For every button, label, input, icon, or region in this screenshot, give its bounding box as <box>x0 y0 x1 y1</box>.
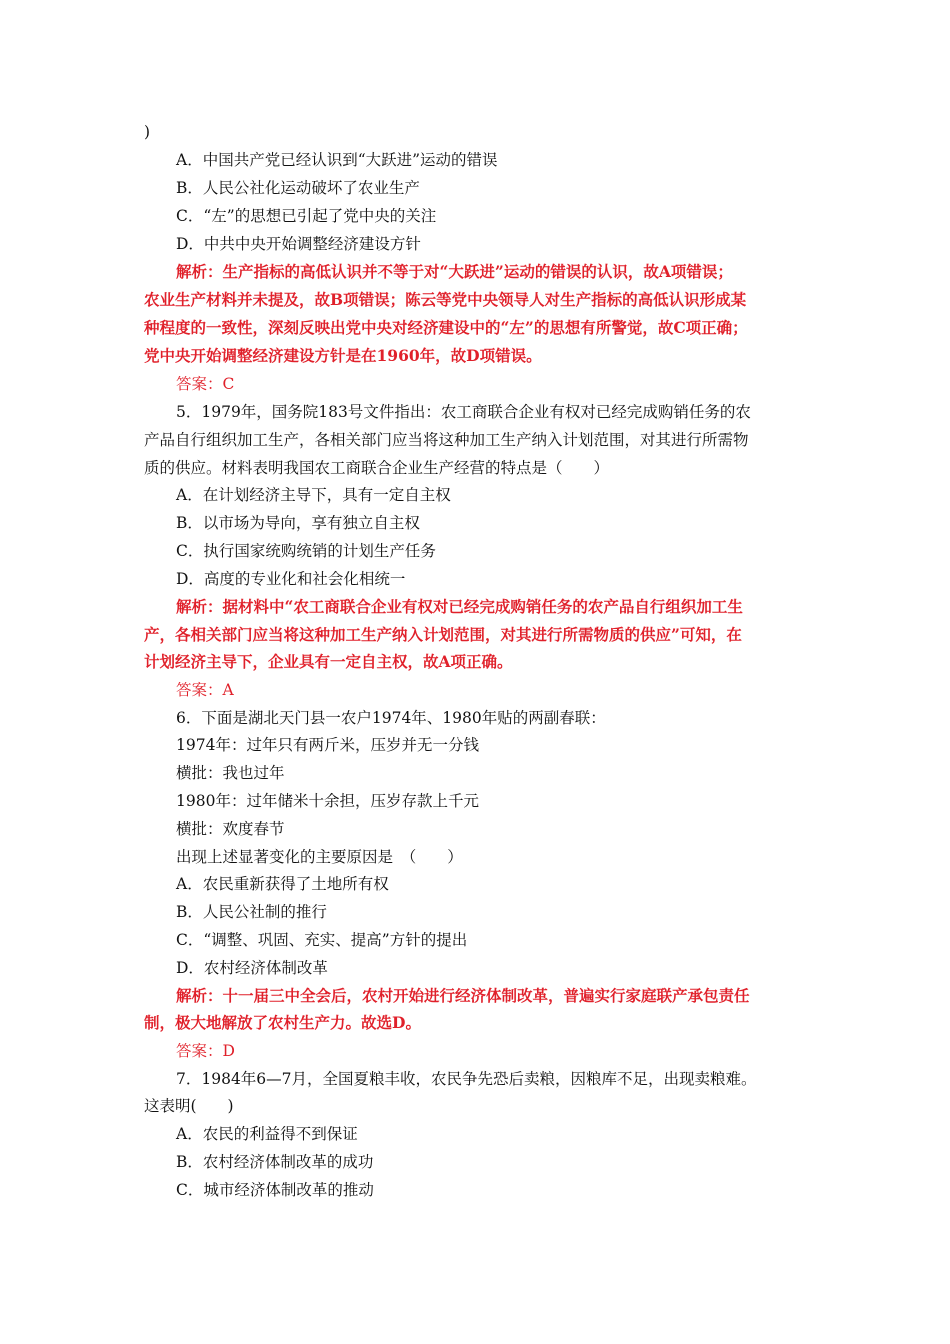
q4-answer: 答案：C <box>176 375 235 393</box>
q5-option-b: B．以市场为导向，享有独立自主权 <box>176 514 420 532</box>
q4-stem-tail: ) <box>144 123 151 141</box>
q5-answer: 答案：A <box>176 681 234 699</box>
q7-stem-line: 这表明( ) <box>144 1097 234 1115</box>
q6-option-d: D．农村经济体制改革 <box>176 959 328 977</box>
q7-option-a: A．农民的利益得不到保证 <box>176 1125 358 1143</box>
q5-stem-line: 产品自行组织加工生产，各相关部门应当将这种加工生产纳入计划范围，对其进行所需物 <box>144 431 749 449</box>
q7-option-c: C．城市经济体制改革的推动 <box>176 1181 374 1199</box>
q4-option-c: C．“左”的思想已引起了党中央的关注 <box>176 207 437 225</box>
q4-analysis-line: 党中央开始调整经济建设方针是在1960年，故D项错误。 <box>144 346 542 365</box>
q7-option-b: B．农村经济体制改革的成功 <box>176 1153 374 1171</box>
q4-analysis-line: 种程度的一致性，深刻反映出党中央对经济建设中的“左”的思想有所警觉，故C项正确； <box>144 318 748 337</box>
q4-analysis-line: 解析：生产指标的高低认识并不等于对“大跃进”运动的错误的认识，故A项错误； <box>176 262 733 281</box>
q6-option-b: B．人民公社制的推行 <box>176 903 327 921</box>
q4-analysis-line: 农业生产材料并未提及，故B项错误；陈云等党中央领导人对生产指标的高低认识形成某 <box>144 290 747 309</box>
q6-analysis-line: 制，极大地解放了农村生产力。故选D。 <box>144 1013 421 1032</box>
q5-option-c: C．执行国家统购统销的计划生产任务 <box>176 542 436 560</box>
q6-couplet-1980: 1980年：过年储米十余担，压岁存款上千元 <box>176 792 479 810</box>
q5-option-d: D．高度的专业化和社会化相统一 <box>176 570 406 588</box>
q6-banner-1974: 横批：我也过年 <box>176 764 285 782</box>
q6-analysis-line: 解析：十一届三中全会后，农村开始进行经济体制改革，普遍实行家庭联产承包责任 <box>176 986 750 1005</box>
q6-couplet-1974: 1974年：过年只有两斤米，压岁并无一分钱 <box>176 736 479 754</box>
q6-banner-1980: 横批：欢度春节 <box>176 820 285 838</box>
q4-option-d: D．中共中央开始调整经济建设方针 <box>176 235 421 253</box>
q6-answer: 答案：D <box>176 1042 235 1060</box>
q5-analysis-line: 计划经济主导下，企业具有一定自主权，故A项正确。 <box>144 652 513 671</box>
q6-option-c: C．“调整、巩固、充实、提高”方针的提出 <box>176 931 468 949</box>
q6-stem-line: 6．下面是湖北天门县一农户1974年、1980年贴的两副春联： <box>176 709 606 727</box>
q5-analysis-line: 解析：据材料中“农工商联合企业有权对已经完成购销任务的农产品自行组织加工生 <box>176 597 743 616</box>
q7-stem-line: 7．1984年6—7月，全国夏粮丰收，农民争先恐后卖粮，因粮库不足，出现卖粮难。 <box>176 1070 757 1088</box>
q5-option-a: A．在计划经济主导下，具有一定自主权 <box>176 486 451 504</box>
q4-option-a: A．中国共产党已经认识到“大跃进”运动的错误 <box>176 151 498 169</box>
q5-stem-line: 5．1979年，国务院183号文件指出：农工商联合企业有权对已经完成购销任务的农 <box>176 403 751 421</box>
q5-stem-line: 质的供应。材料表明我国农工商联合企业生产经营的特点是（ ） <box>144 459 610 477</box>
q5-analysis-line: 产，各相关部门应当将这种加工生产纳入计划范围，对其进行所需物质的供应”可知，在 <box>144 625 742 644</box>
q4-option-b: B．人民公社化运动破坏了农业生产 <box>176 179 420 197</box>
q6-question: 出现上述显著变化的主要原因是 （ ） <box>176 848 463 866</box>
q6-option-a: A．农民重新获得了土地所有权 <box>176 875 389 893</box>
